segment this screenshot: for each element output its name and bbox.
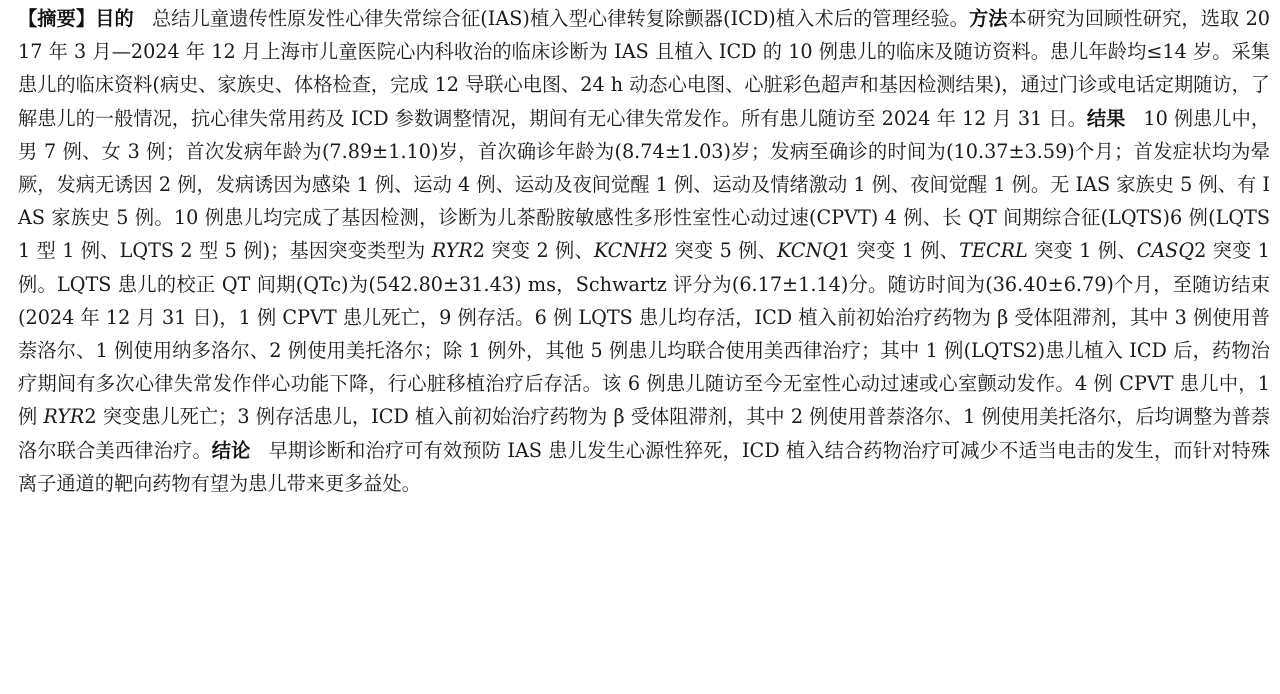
conclusion-text: 早期诊断和治疗可有效预防 IAS 患儿发生心源性猝死，ICD 植入结合药物治疗可减少不适当电击的发生，而针对特殊离子通道的靶向药物有望为患儿带来更多益处。 [18, 438, 1271, 495]
objective-text: 总结儿童遗传性原发性心律失常综合征(IAS)植入型心律转复除颤器(ICD)植入术后的管理经验。 [151, 7, 969, 30]
results-text: 突变 1 例、 [1027, 239, 1137, 263]
results-label: 结果 [1086, 106, 1126, 130]
methods-label: 方法 [968, 7, 1008, 30]
results-text: 10 例患儿中，男 7 例、女 3 例；首次发病年龄为(7.89±1.10)岁，首次确诊年龄为(8.74±1.03)岁；发病至确诊的时间为(10.37±3.59)个月；首发症状均为晕厥，发病无诱因 2 例，发病诱因为感染 1 例、运动 4 例、运动及夜间觉醒 1 例、运动及情绪激动 1 例、夜间觉醒 1 例。无 IAS 家族史 5 例、有 IAS 家族史 5 例。10 例患儿均完成了基因检测，诊断为儿茶酚胺敏感性多形性室性心动过速(CPVT) 4 例、长 QT 间期综合征(LQTS)6 例(LQTS 1 型 1 例、LQTS 2 型 5 例)；基因突变类型为 [18, 106, 1271, 263]
objective-label: 目的 [95, 7, 134, 30]
results-text: 2 突变患儿死亡；3 例存活患儿，ICD 植入前初始治疗药物为 β 受体阻滞剂，其中 2 例使用普萘洛尔、1 例使用美托洛尔，后均调整为普萘洛尔联合美西律治疗。 [18, 405, 1271, 462]
abstract-heading: 【摘要】 [18, 7, 96, 30]
gene-name: KCNH [593, 239, 656, 263]
gene-name: CASQ [1136, 239, 1195, 263]
gene-name: RYR [43, 405, 85, 429]
results-text: 1 突变 1 例、 [838, 239, 960, 263]
results-text: 2 突变 2 例、 [472, 239, 594, 263]
results-text: 2 突变 5 例、 [655, 239, 777, 263]
gene-name: KCNQ [776, 239, 838, 263]
gene-name: TECRL [959, 239, 1028, 263]
conclusion-label: 结论 [211, 438, 251, 462]
methods-text: 本研究为回顾性研究，选取 2017 年 3 月—2024 年 12 月上海市儿童医院心内科收治的临床诊断为 IAS 且植入 ICD 的 10 例患儿的临床及随访资料。患儿年龄均≤14 岁。采集患儿的临床资料(病史、家族史、体格检查，完成 12 导联心电图、24 h 动态心电图、心脏彩色超声和基因检测结果)，通过门诊或电话定期随访，了解患儿的一般情况，抗心律失常用药及 ICD 参数调整情况，期间有无心律失常发作。所有患儿随访至 2024 年 12 月 31 日。 [18, 7, 1270, 130]
gene-name: RYR [431, 239, 473, 263]
results-text: 2 突变 1 例。LQTS 患儿的校正 QT 间期(QTc)为(542.80±31.43) ms，Schwartz 评分为(6.17±1.14)分。随访时间为(36.40±6.79)个月，至随访结束(2024 年 12 月 31 日)，1 例 CPVT 患儿死亡，9 例存活。6 例 LQTS 患儿均存活，ICD 植入前初始治疗药物为 β 受体阻滞剂，其中 3 例使用普萘洛尔、1 例使用纳多洛尔、2 例使用美托洛尔；除 1 例外，其他 5 例患儿均联合使用美西律治疗；其中 1 例(LQTS2)患儿植入 ICD 后，药物治疗期间有多次心律失常发作伴心功能下降，行心脏移植治疗后存活。该 6 例患儿随访至今无室性心动过速或心室颤动发作。4 例 CPVT 患儿中，1 例 [18, 239, 1270, 429]
